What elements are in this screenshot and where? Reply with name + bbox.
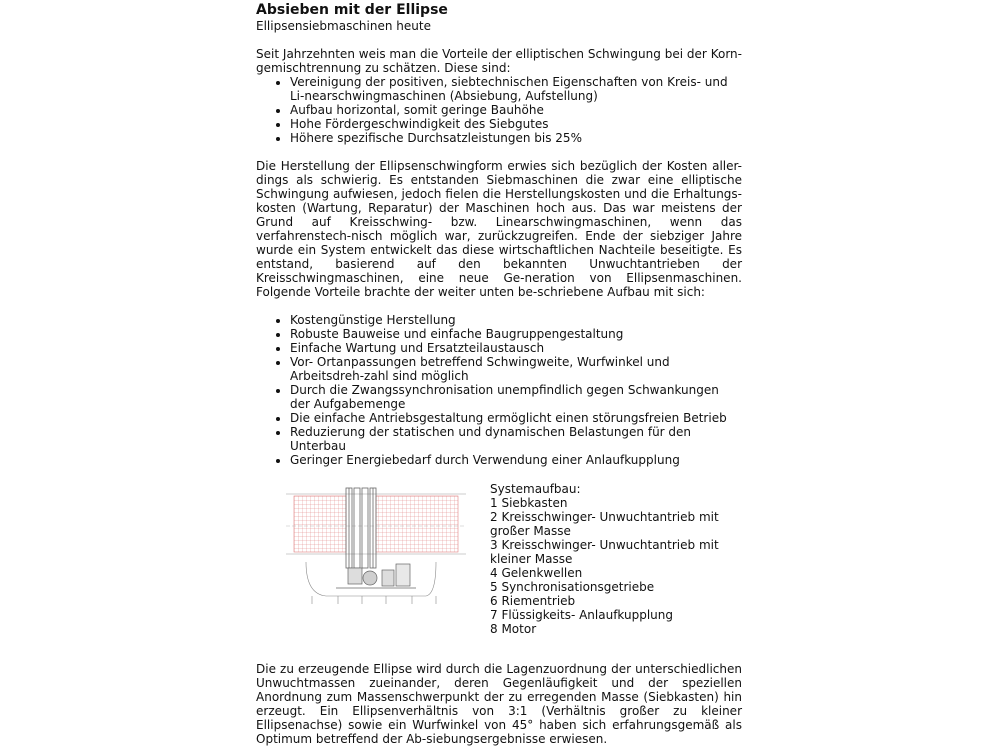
page-title: Absieben mit der Ellipse — [256, 2, 448, 18]
system-section — [256, 480, 742, 640]
list-item: • Vereinigung der positiven, siebtechnischen Eigenschaften von Kreis- und Li-nearschwingmaschinen (Absiebung, Aufstellung) — [290, 75, 742, 103]
history-paragraph: Die Herstellung der Ellipsenschwingform erwies sich bezüglich der Kosten aller-dings als schwierig. Es entstanden Siebmaschinen die zwar eine elliptische Schwingung aufwiesen, jedoch fielen die Herstellungskosten und die Erhaltungs-kosten (Wartung, Reparatur) der Maschinen hoch aus. Das war meistens der Grund auf Kreisschwing- bzw. Linearschwingmaschinen, wenn das verfahrenstech-nisch möglich war, zurückzugreifen. Ende der siebziger Jahre wurde ein System entwickelt das diese wirtschaftlichen Nachteile beseitigte. Es entstand, basierend auf den bekannten Unwuchtantrieben der Kreisschwingmaschinen, eine neue Ge-neration von Ellipsenmaschinen. Folgende Vorteile brachte der weiter unten be-schriebene Aufbau mit sich: — [256, 159, 742, 299]
legend-item: 5 Synchronisationsgetriebe — [490, 580, 655, 594]
list-item: • Geringer Energiebedarf durch Verwendung einer Anlaufkupplung — [290, 453, 742, 467]
list-item: • Höhere spezifische Durchsatzleistungen bis 25% — [290, 131, 742, 145]
screen-box-right — [376, 496, 458, 552]
drive-columns — [346, 488, 376, 568]
legend-item: 4 Gelenkwellen — [490, 566, 583, 580]
legend-item: 1 Siebkasten — [490, 496, 568, 510]
intro-list — [256, 75, 742, 145]
list-item: • Robuste Bauweise und einfache Baugruppengestaltung — [290, 327, 742, 341]
legend-item: 7 Flüssigkeits- Anlaufkupplung — [490, 608, 673, 622]
advantages-list — [256, 313, 742, 467]
intro-paragraph: Seit Jahrzehnten weis man die Vorteile der elliptischen Schwingung bei der Korn-gemischtrennung zu schätzen. Diese sind: — [256, 47, 742, 75]
document-page — [256, 2, 742, 746]
legend-item: 2 Kreisschwinger- Unwuchtantrieb mit großer Masse — [490, 510, 719, 538]
conclusion-paragraph: Die zu erzeugende Ellipse wird durch die Lagenzuordnung der unterschiedlichen Unwuchtmassen zueinander, deren Gegenläufigkeit und der speziellen Anordnung zum Massenschwerpunkt der zu erregenden Masse (Siebkasten) hin erzeugt. Ein Ellipsenverhältnis von 3:1 (Verhältnis großer zu kleiner Ellipsenachse) sowie ein Wurfwinkel von 45° haben sich erfahrungsgemäß als Optimum betreffend der Ab-siebungsergebnisse erwiesen. — [256, 662, 742, 746]
legend-item: 3 Kreisschwinger- Unwuchtantrieb mit kleiner Masse — [490, 538, 719, 566]
list-item: • Aufbau horizontal, somit geringe Bauhöhe — [290, 103, 742, 117]
legend-heading: Systemaufbau: — [490, 482, 581, 496]
page-subtitle: Ellipsensiebmaschinen heute — [256, 19, 431, 33]
machine-drawing — [286, 484, 466, 620]
system-legend — [490, 482, 730, 636]
list-item: • Reduzierung der statischen und dynamischen Belastungen für den Unterbau — [290, 425, 742, 453]
legend-item: 8 Motor — [490, 622, 537, 636]
screen-box-left — [294, 496, 346, 552]
list-item: • Hohe Fördergeschwindigkeit des Siebgutes — [290, 117, 742, 131]
list-item: • Kostengünstige Herstellung — [290, 313, 742, 327]
legend-item: 6 Riementrieb — [490, 594, 576, 608]
list-item: • Vor- Ortanpassungen betreffend Schwingweite, Wurfwinkel und Arbeitsdreh-zahl sind möglich — [290, 355, 742, 383]
list-item: • Einfache Wartung und Ersatzteilaustausch — [290, 341, 742, 355]
list-item: • Die einfache Antriebsgestaltung ermöglicht einen störungsfreien Betrieb — [290, 411, 742, 425]
list-item: • Durch die Zwangssynchronisation unempfindlich gegen Schwankungen der Aufgabemenge — [290, 383, 742, 411]
